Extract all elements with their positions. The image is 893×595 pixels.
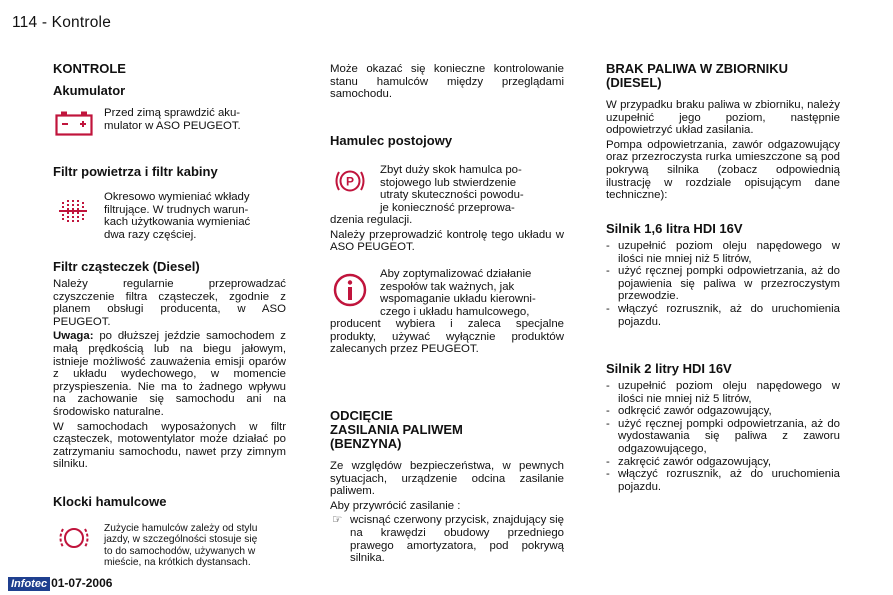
heading-brak-paliwa-line1: BRAK PALIWA W ZBIORNIKU [606, 61, 788, 76]
heading-odciecie-line2: ZASILANIA PALIWEM [330, 422, 463, 437]
odciecie-bullet: wcisnąć czerwony przycisk, znajdujący się na krawędzi obudowy przedniego prawego amortyzatora, pod pokrywą silnika. [350, 514, 564, 565]
heading-filtr-powietrza: Filtr powietrza i filtr kabiny [53, 164, 218, 179]
hamulce-intro: Może okazać się konieczne kontrolowanie stanu hamulców między przeglądami samochodu. [330, 63, 564, 101]
odciecie-paragraph2: Aby przywrócić zasilanie : [330, 499, 461, 512]
filtr-powietrza-line3: kach użytkowania wymieniać [104, 216, 251, 229]
filtr-powietrza-line2: filtrujące. W trudnych warun- [104, 203, 249, 216]
heading-filtr-czasteczek: Filtr cząsteczek (Diesel) [53, 259, 200, 274]
silnik2-step2: - odkręcić zawór odgazowujący, [606, 405, 840, 418]
klocki-line2: jazdy, w szczególności stosuje się [104, 534, 258, 546]
air-filter-icon [58, 197, 88, 225]
info-line1: Aby zoptymalizować działanie [380, 268, 532, 280]
silnik2-step3: - użyć ręcznej pompki odpowietrzania, aż do wydostawania się paliwa z zaworu odgazowującego, [606, 418, 840, 456]
info-line4: czego i układu hamulcowego, [380, 305, 530, 318]
parking-brake-icon [333, 166, 367, 196]
klocki-line4: mieście, na krótkich dystansach. [104, 557, 251, 569]
brake-pad-warning-icon [57, 523, 91, 553]
heading-akumulator: Akumulator [53, 83, 126, 98]
silnik16-step3: - włączyć rozrusznik, aż do uruchomienia pojazdu. [606, 303, 840, 328]
hamulec-continued: dzenia regulacji. [330, 214, 413, 226]
info-line3: wspomaganie układu kierowni- [380, 293, 536, 306]
section-title-kontrole: KONTROLE [53, 61, 126, 76]
heading-odciecie-line1: ODCIĘCIE [330, 408, 393, 423]
pointing-hand-icon: ☞ [332, 514, 343, 527]
filtr-czasteczek-uwaga [53, 330, 286, 418]
heading-hamulec-postojowy: Hamulec postojowy [330, 133, 453, 148]
filtr-czasteczek-paragraph3: W samochodach wyposażonych w filtr cząsteczek, motowentylator może działać po zatrzymaniu samochodu, nawet przy zimnym silniku. [53, 420, 286, 471]
hamulec-line4: je konieczność przeprowa- [380, 201, 515, 214]
svg-text:P: P [345, 174, 355, 189]
brak-paliwa-paragraph2: Pompa odpowietrzania, zawór odgazowujący oraz przezroczysta rurka umieszczone są pod pokrywą silnika (zobacz odpowiednią ilustrację w rozdziale opisującym dane techniczne): [606, 138, 840, 202]
page-header: 114 - Kontrole [12, 14, 112, 31]
odciecie-paragraph1: Ze względów bezpieczeństwa, w pewnych sytuacjach, urządzenie odcina zasilanie paliwem. [330, 460, 564, 498]
filtr-czasteczek-paragraph1: Należy regularnie przeprowadzać czyszczenie filtra cząsteczek, zgodnie z planem obsługi producenta, w ASO PEUGEOT. [53, 278, 286, 328]
heading-brak-paliwa-line2: (DIESEL) [606, 75, 662, 90]
akumulator-text-line2: mulator w ASO PEUGEOT. [104, 119, 241, 132]
footer [8, 576, 112, 591]
brak-paliwa-paragraph1: W przypadku braku paliwa w zbiorniku, należy uzupełnić jego poziom, następnie odpowietrzyć układ zasilania. [606, 99, 840, 137]
hamulec-line2: stojowego lub stwierdzenie [380, 176, 517, 189]
footer-date: 01-07-2006 [51, 576, 113, 590]
filtr-powietrza-line1: Okresowo wymieniać wkłady [104, 191, 250, 203]
info-icon [333, 273, 367, 307]
heading-silnik-16: Silnik 1,6 litra HDI 16V [606, 221, 743, 236]
silnik2-step4: - zakręcić zawór odgazowujący, [606, 456, 840, 469]
hamulec-line3: utraty skuteczności powodu- [380, 189, 524, 202]
akumulator-text-line1: Przed zimą sprawdzić aku- [104, 107, 241, 119]
heading-klocki: Klocki hamulcowe [53, 494, 167, 509]
silnik16-step1: - uzupełnić poziom oleju napędowego w ilości nie mniej niż 5 litrów, [606, 240, 840, 265]
hamulec-line1: Zbyt duży skok hamulca po- [380, 164, 522, 176]
klocki-line3: to do samochodów, używanych w [104, 545, 256, 557]
hamulec-paragraph2: Należy przeprowadzić kontrolę tego układu w ASO PEUGEOT. [330, 228, 564, 254]
klocki-line1: Zużycie hamulców zależy od stylu [104, 523, 258, 534]
infotec-logo: Infotec [8, 577, 50, 591]
silnik2-step1: - uzupełnić poziom oleju napędowego w ilości nie mniej niż 5 litrów, [606, 380, 840, 405]
uwaga-text: po dłuższej jeździe samochodem z małą prędkością lub na biegu jałowym, istnieje możliwość zauważenia emisji oparów z układu wydechowego, w momencie przyspieszenia. Nie ma to żadnego wpływu na zachowanie się samochodu ani na środowisko naturalne. [53, 330, 286, 418]
heading-odciecie-line3: (BENZYNA) [330, 436, 402, 451]
filtr-powietrza-line4: dwa razy częściej. [104, 228, 197, 241]
info-line2: zespołów tak ważnych, jak [380, 280, 515, 293]
heading-silnik-2: Silnik 2 litry HDI 16V [606, 361, 732, 376]
info-continued: producent wybiera i zaleca specjalne produkty, używać wyłącznie produktów zalecanych przez PEUGEOT. [330, 318, 564, 356]
silnik16-step2: - użyć ręcznej pompki odpowietrzania, aż do pojawienia się paliwa w przezroczystym przewodzie. [606, 265, 840, 303]
uwaga-label: Uwaga: [53, 330, 94, 343]
silnik2-step5: - włączyć rozrusznik, aż do uruchomienia pojazdu. [606, 468, 840, 493]
battery-icon [55, 110, 93, 136]
